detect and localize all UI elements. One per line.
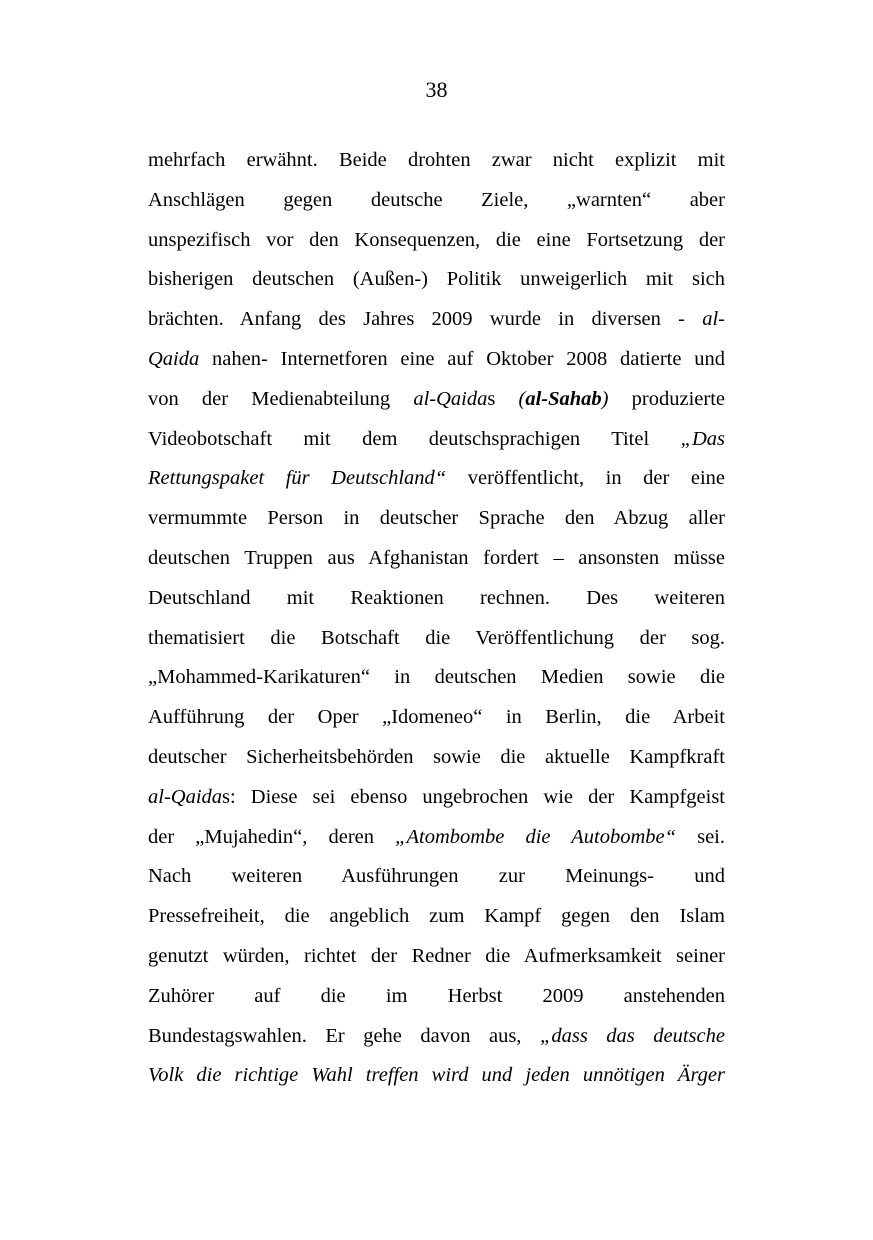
text-segment: produzierte xyxy=(608,387,725,410)
text-line xyxy=(148,937,725,977)
text-segment: deutschen Truppen aus Afghanistan fordert – ansonsten müsse xyxy=(148,546,725,569)
text-segment: mehrfach erwähnt. Beide drohten zwar nicht explizit mit xyxy=(148,149,725,171)
text-segment: Aufführung der Oper „Idomeneo“ in Berlin, die Arbeit xyxy=(148,706,725,729)
text-segment: veröffentlicht, in der eine xyxy=(446,467,725,490)
text-line xyxy=(148,459,725,499)
text-line xyxy=(148,539,725,579)
emphasized-text-segment: al- xyxy=(702,308,725,331)
text-line xyxy=(148,380,725,420)
emphasized-text-segment: „Atombombe die Autobombe“ xyxy=(395,825,677,848)
text-line xyxy=(148,221,725,261)
text-segment: Pressefreiheit, die angeblich zum Kampf gegen den Islam xyxy=(148,905,725,928)
text-segment: „Mohammed-Karikaturen“ in deutschen Medien sowie die xyxy=(148,666,725,689)
text-segment: bisherigen deutschen (Außen-) Politik unweigerlich mit sich xyxy=(148,268,725,291)
text-segment: brächten. Anfang des Jahres 2009 wurde in diversen - xyxy=(148,308,703,331)
text-line xyxy=(148,141,725,181)
body-paragraph xyxy=(148,141,725,1096)
text-line xyxy=(148,1056,725,1096)
emphasized-text-segment: al-Qaida xyxy=(413,387,488,410)
text-line xyxy=(148,778,725,818)
emphasized-text-segment: al-Sahab xyxy=(525,387,602,410)
emphasized-text-segment: „dass das deutsche xyxy=(539,1024,725,1047)
text-line xyxy=(148,897,725,937)
page-number: 38 xyxy=(425,77,448,102)
text-line xyxy=(148,818,725,858)
text-segment: Deutschland mit Reaktionen rechnen. Des weiteren xyxy=(148,586,725,609)
text-line xyxy=(148,857,725,897)
text-segment: thematisiert die Botschaft die Veröffentlichung der sog. xyxy=(148,626,725,649)
text-line xyxy=(148,340,725,380)
text-segment: nahen- Internetforen eine auf Oktober 2008 datierte und xyxy=(199,347,725,370)
text-line xyxy=(148,738,725,778)
text-segment: Anschlägen gegen deutsche Ziele, „warnten“ aber xyxy=(148,188,725,211)
text-segment: s: Diese sei ebenso ungebrochen wie der Kampfgeist xyxy=(222,785,725,808)
text-segment: s xyxy=(487,387,519,410)
text-segment: Nach weiteren Ausführungen zur Meinungs- und xyxy=(148,865,725,888)
text-segment: Videobotschaft mit dem deutschsprachigen Titel xyxy=(148,427,681,450)
text-line xyxy=(148,300,725,340)
text-segment: unspezifisch vor den Konsequenzen, die eine Fortsetzung der xyxy=(148,228,725,251)
text-line xyxy=(148,977,725,1017)
text-segment: genutzt würden, richtet der Redner die Aufmerksamkeit seiner xyxy=(148,944,725,967)
text-line xyxy=(148,619,725,659)
text-segment: deutscher Sicherheitsbehörden sowie die aktuelle Kampfkraft xyxy=(148,745,725,768)
text-segment: Bundestagswahlen. Er gehe davon aus, xyxy=(148,1024,540,1047)
emphasized-text-segment: ) xyxy=(601,387,609,410)
text-line xyxy=(148,579,725,619)
text-line xyxy=(148,260,725,300)
text-segment: der „Mujahedin“, deren xyxy=(148,825,396,848)
emphasized-text-segment: al-Qaida xyxy=(148,785,223,808)
text-line xyxy=(148,181,725,221)
emphasized-text-segment: Qaida xyxy=(148,347,200,370)
text-line xyxy=(148,658,725,698)
text-segment: Zuhörer auf die im Herbst 2009 anstehenden xyxy=(148,984,725,1007)
text-segment: vermummte Person in deutscher Sprache den Abzug aller xyxy=(148,507,725,530)
text-segment: von der Medienabteilung xyxy=(148,387,414,410)
text-line xyxy=(148,420,725,460)
emphasized-text-segment: „Das xyxy=(680,427,725,450)
emphasized-text-segment: Volk die richtige Wahl treffen wird und jeden unnötigen Ärger xyxy=(148,1064,725,1087)
emphasized-text-segment: Rettungspaket für Deutschland“ xyxy=(148,467,447,490)
text-segment: sei. xyxy=(676,825,725,848)
emphasized-text-segment: ( xyxy=(518,387,526,410)
text-line xyxy=(148,499,725,539)
text-line xyxy=(148,698,725,738)
text-line xyxy=(148,1017,725,1057)
